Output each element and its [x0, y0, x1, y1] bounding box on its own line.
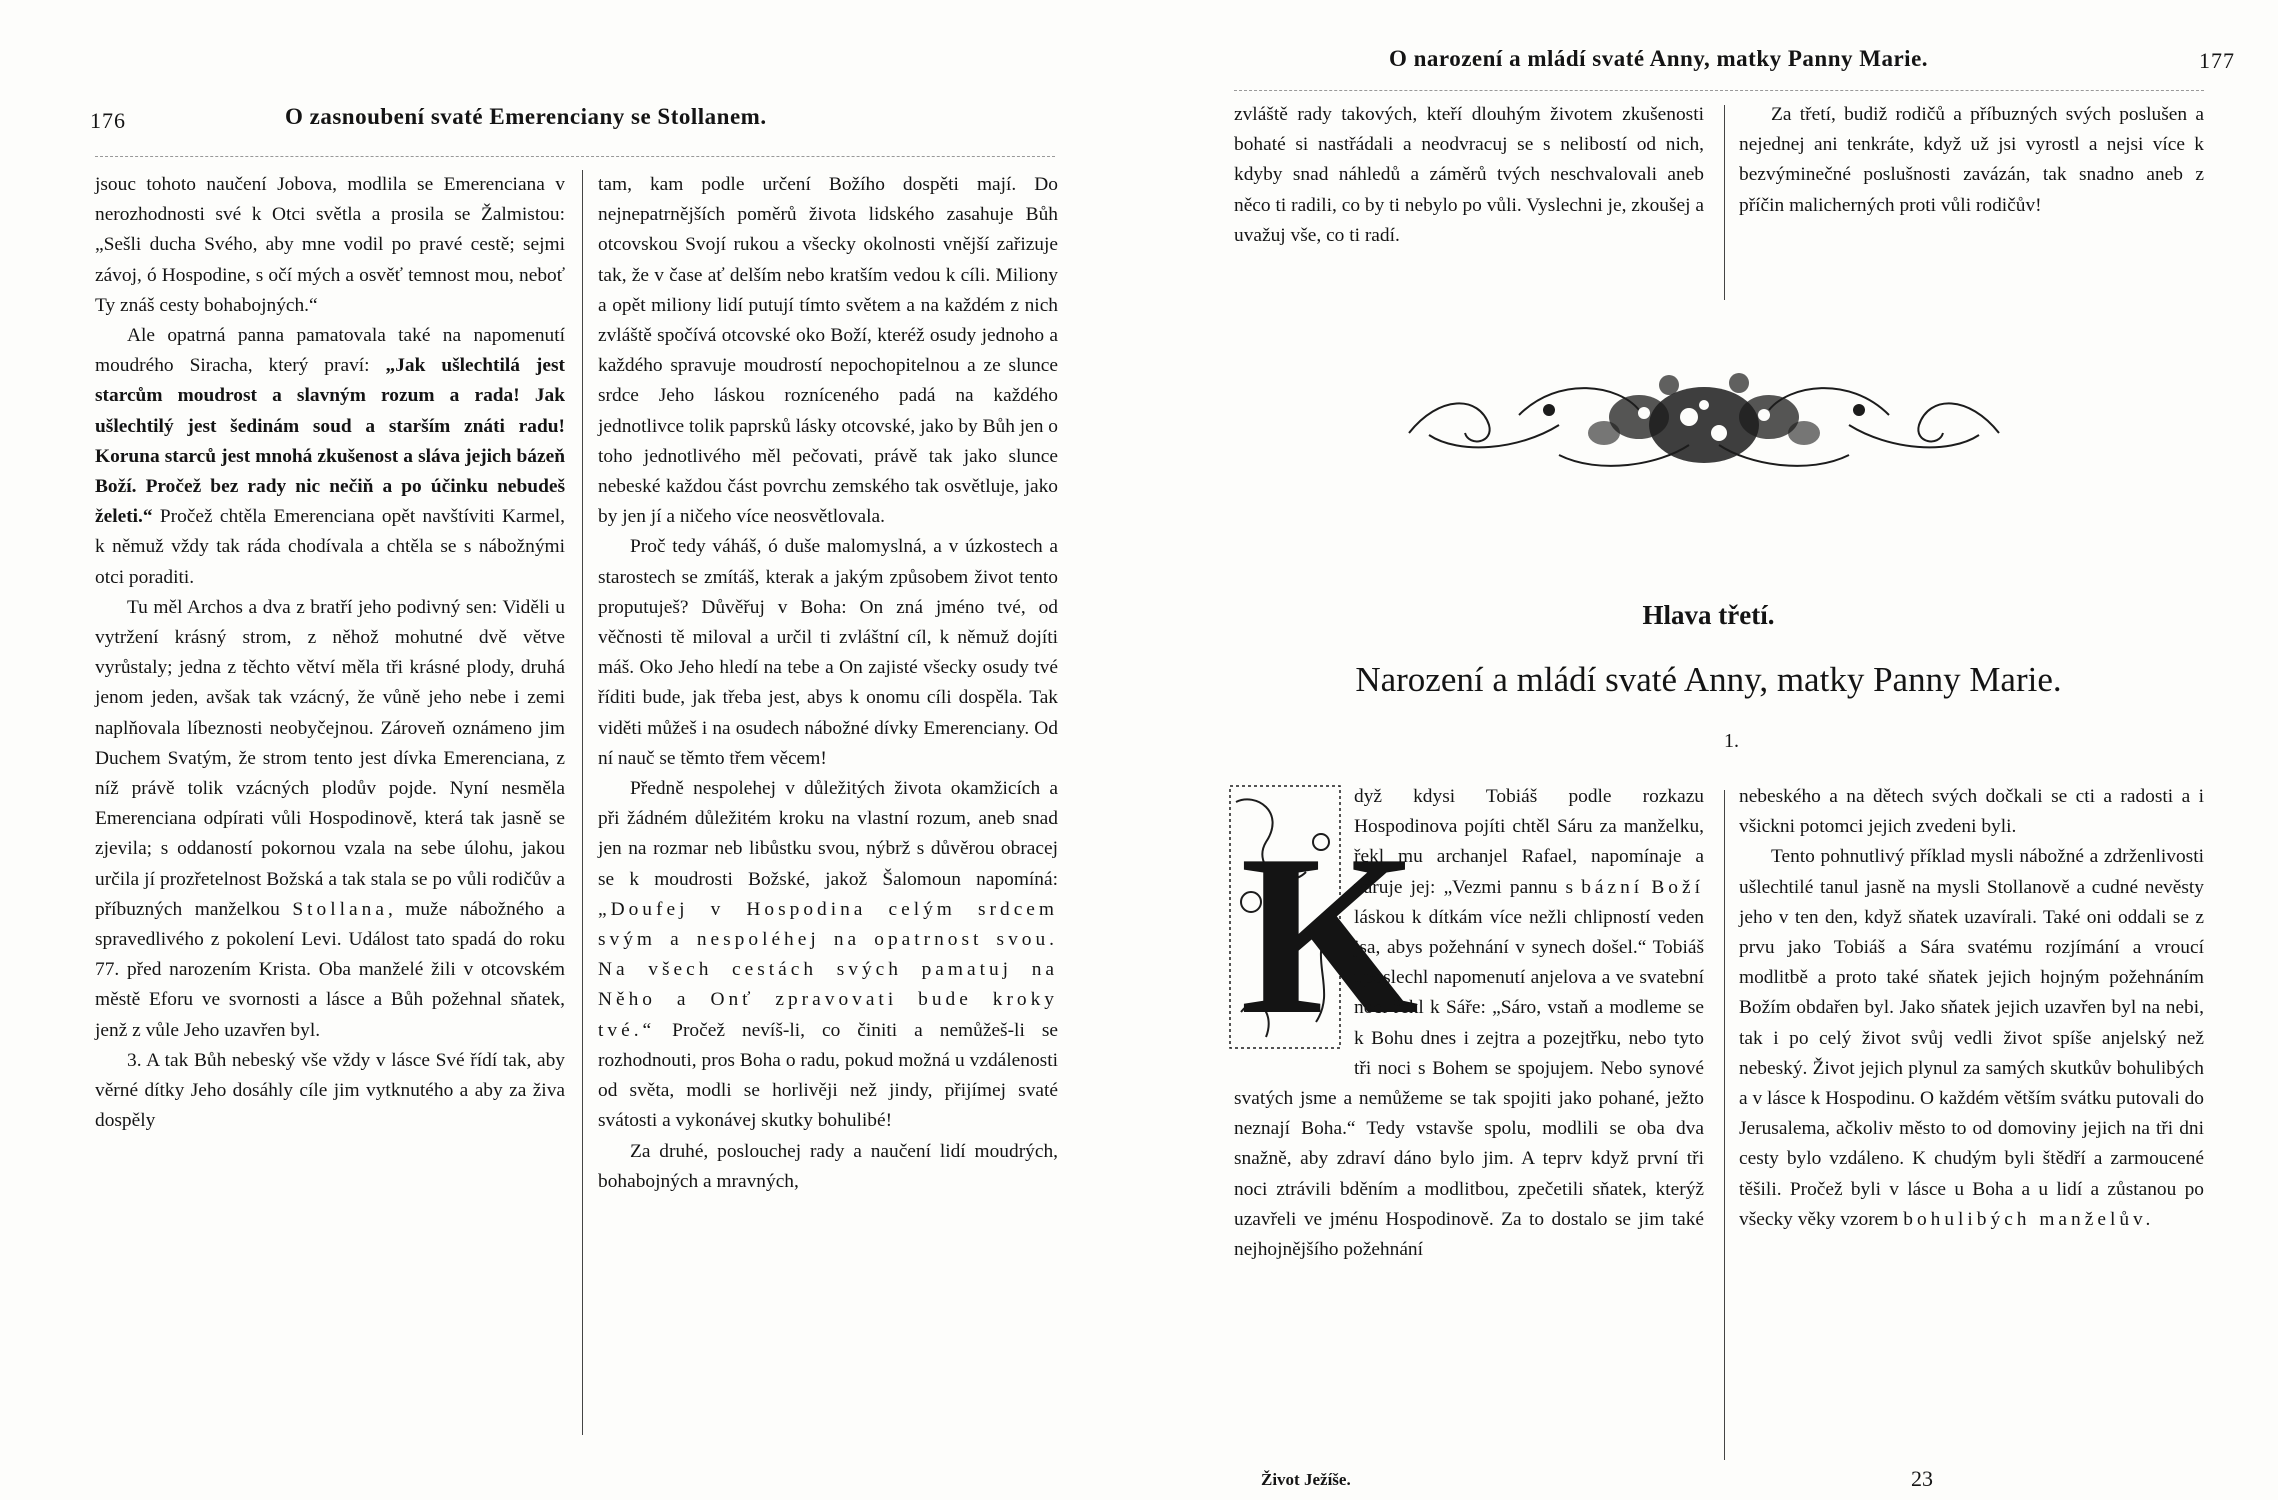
- column-rule: [1724, 790, 1725, 1460]
- paragraph: [1739, 842, 2204, 1235]
- text-run: dyž kdysi Tobiáš podle rozkazu Hospodinova pojíti chtěl Sáru za manželku, řekl mu archanjel Rafael, napomínaje a varuje jej: „Vezmi pannu s: [1354, 786, 1704, 898]
- text-column-body-right: [1739, 782, 2204, 1235]
- chapter-title: Narození a mládí svaté Anny, matky Panny Marie.: [1355, 660, 2062, 699]
- paragraph: [95, 321, 565, 593]
- text-run: Pročež nevíš-li, co činiti a nemůžeš-li se rozhodnouti, pros Boha o radu, pokud možná u vzdálenosti od světa, modli se horlivěji než jindy, přijímej svaté svátosti a vykonávej skutky bohulibé!: [598, 1019, 1058, 1132]
- paragraph: [95, 593, 565, 1046]
- bold-quote: „Jak ušlechtilá jest starcům moudrost a slavným rozum a rada! Jak ušlechtilý jest šedinám soud a starším znáti radu! Koruna starců jest mnohá zkušenost a sláva jejich bázeň Boží. Pročež bez rady nic nečiň a po účinku nebudeš želeti.“: [95, 355, 565, 528]
- paragraph: 3. A tak Bůh nebeský vše vždy v lásce Své řídí tak, aby věrné dítky Jeho dosáhly cíle jim vytknutého a aby za živa dospěly: [95, 1049, 565, 1132]
- paragraph: nebeského a na dětech svých dočkali se cti a radosti a i všickni potomci jejich zvedeni byli.: [1739, 786, 2204, 838]
- paragraph: jsouc tohoto naučení Jobova, modlila se Emerenciana v nerozhodnosti své k Otci světla a prosila se Žalmistou: „Sešli ducha Svého, aby mne vodil po pravé cestě; sejmi závoj, ó Hospodine, s očí mých a osvěť temnost mou, neboť Ty znáš cesty bohabojných.“: [95, 174, 565, 316]
- paragraph: Za třetí, budiž rodičů a příbuzných svých poslušen a nejednej ani tenkráte, když už jsi vyrostl a nejsi více k bezvýminečné poslušnosti zavázán, tak snadno aneb z příčin malicherných proti vůli rodičův!: [1739, 104, 2204, 216]
- header-rule: [95, 156, 1055, 157]
- section-number: 1.: [1724, 730, 1739, 752]
- paragraph: tam, kam podle určení Božího dospěti mají. Do nejnepatrnějších poměrů života lidského zasahuje Bůh otcovskou Svojí rukou a všecky okolnosti vnější zařizuje tak, že v čase ať delším nebo kratším vedou k cíli. Miliony a opět miliony lidí putují tímto světem a na každém z nich zvláště spočívá otcovské oko Boží, kteréž osudy jednoho a každého spravuje moudrostí nepochopitelnou a ze slunce srdce Jeho láskou rozníceného padá na každého jednotlivce tolik paprsků lásky otcovské, jako by Bůh jen o toho jednotlivého měl pečovati, právě tak jako slunce nebeské každou část povrchu zemského tak osvětluje, jako by jen jí a ničeho více neosvětlovala.: [598, 174, 1058, 528]
- dropcap-initial: [1226, 782, 1419, 1062]
- column-rule: [582, 170, 583, 1435]
- page-number: 177: [2199, 48, 2235, 73]
- floral-ornament: [1399, 355, 2009, 485]
- column-rule: [1724, 105, 1725, 300]
- text-column-right: [598, 170, 1058, 1197]
- signature-number: 23: [1911, 1466, 1933, 1491]
- spaced-word: bázní: [1581, 876, 1644, 898]
- text-column-left: [95, 170, 565, 1137]
- text-run: Tu měl Archos a dva z bratří jeho podivný sen: Viděli u vytržení krásný strom, z něhož mohutné dvě větve vyrůstaly; jedna z těchto větví měla tři krásné plody, druhá jenom jeden, avšak tak vzácný, že vůně jeho nebe i zemi naplňovala líbeznosti neobyčejnou. Zároveň oznámeno jim Duchem Svatým, že strom tento jest dívka Emerenciana, z níž právě tolik vzácných plodův pojde. Nyní nesměla Emerenciana odpírati vůli Hospodinově, která tak jasně se zjevila; s oddaností pokornou vzala na sebe úlohu, jakou určila jí prozřetelnost Božská a tak stala se po vůli rodičův a příbuzných manželkou: [95, 596, 565, 920]
- page-number: 176: [90, 108, 126, 133]
- text-run: Pročež chtěla Emerenciana opět navštíviti Karmel, k němuž vždy tak ráda chodívala a chtěla se s nábožnými otci poraditi.: [95, 506, 565, 588]
- text-column-top-left: [1234, 100, 1704, 251]
- text-run: Tento pohnutlivý příklad mysli nábožné a zdrženlivosti ušlechtilé tanul jasně na mysli Stollanově a cudné nevěsty jeho v ten den, když sňatek uzavírali. Také oni oddali se z prvu jako Tobiáš a Sára svatému rozjímání a vroucí modlitbě a proto také sňatek jejich hojným požehnáním Božím obdařen byl. Jako sňatek jejich uzavřen byl na nebi, tak i po celý život svůj vedli život spíše anjelský než nebeský. Život jejich plynul za samých skutkův bohulibých a v lásce k Hospodinu. O každém větším svátku putovali do Jerusalema, ačkoliv město to od domoviny jejich na tři dni cesty bylo vzdáleno. K chudým byli štědří a zarmoucené těšili. Pročež byli v lásce u Boha a u lidí a zůstanou po všecky věky vzorem: [1739, 846, 2204, 1230]
- text-column-body-left: [1234, 782, 1704, 1265]
- spaced-phrase: bohulibých manželův.: [1903, 1208, 2155, 1230]
- paragraph: [598, 774, 1058, 1136]
- footer-signature: Život Ježíše.: [1261, 1470, 1351, 1489]
- dropcap-letter: K: [1240, 807, 1419, 1062]
- chapter-label: Hlava třetí.: [1642, 600, 1775, 630]
- spaced-name: Stollana: [292, 898, 388, 920]
- text-column-top-right: [1739, 100, 2204, 221]
- paragraph: zvláště rady takových, kteří dlouhým životem zkušenosti bohaté si nastřádali a neodvracuj se s nelibostí od nich, kdyby snad náhledů a záměrů tvých neschvalovali aneb něco ti radili, co by ti nebylo po vůli. Vyslechni je, zkoušej a uvažuj vše, co ti radí.: [1234, 104, 1704, 246]
- text-run: Předně nespolehej v důležitých života okamžicích a při žádném důležitém kroku na vlastní rozum, aneb snad jen na rozmar neb libůstku svou, nýbrž s důvěrou obracej se k moudrosti Božské, jakož Šalomoun napomíná:: [598, 778, 1058, 890]
- header-rule: [1234, 90, 2204, 91]
- running-head: O narození a mládí svaté Anny, matky Panny Marie.: [1389, 46, 1929, 71]
- right-page: [1139, 0, 2278, 1500]
- paragraph: Proč tedy váháš, ó duše malomyslná, a v úzkostech a starostech se zmítáš, kterak a jakým způsobem život tento proputuješ? Důvěřuj v Boha: On zná jméno tvé, od věčnosti tě miloval a určil ti zvláštní cíl, k němuž dojíti máš. Oko Jeho hledí na tebe a On zajisté všecky osudy tvé říditi bude, jak třeba jest, abys k onomu cíli dospěla. Tak viděti můžeš i na osudech nábožné dívky Emerenciany. Od ní nauč se těmto třem věcem!: [598, 536, 1058, 769]
- text-run: Ale opatrná panna pamatovala také na napomenutí moudrého Siracha, který praví:: [95, 325, 565, 377]
- spaced-word: Boží: [1651, 876, 1704, 898]
- running-head: O zasnoubení svaté Emerenciany se Stollanem.: [285, 104, 767, 129]
- text-run: láskou k dítkám více nežli chlipností veden jsa, abys požehnání v synech došel.“ Tobiáš uposlechl napomenutí anjelova a ve svatební noci řekl k Sáře: „Sáro, vstaň a modleme se k Bohu dnes i zejtra a pozejtřku, nebo tyto tři noci s Bohem se spojujem. Nebo synové svatých jsme a nemůžeme se tak spojiti jako pohané, ježto neznají Boha.“ Tedy vstavše spolu, modlili se oba dva snažně, aby zdraví dáno bylo jim. A teprv když první tři noci ztrávili bděním a modlitbou, zpečetili sňatek, kterýž uzavřeli ve jménu Hospodinově. Za to dostalo se jim také nejhojnějšího požehnání: [1234, 906, 1704, 1261]
- spaced-quote: „Doufej v Hospodina celým srdcem svým a nespoléhej na opatrnost svou. Na všech cestách svých pamatuj na Něho a Onť zpravovati bude kroky tvé.“: [598, 898, 1058, 1041]
- text-run: , muže nábožného a spravedlivého z pokolení Levi. Událost tato spadá do roku 77. před narozením Krista. Oba manželé žili v otcovském městě Eforu ve svornosti a lásce a Bůh požehnal sňatek, jenž z vůle Jeho uzavřen byl.: [95, 898, 565, 1041]
- paragraph: Za druhé, poslouchej rady a naučení lidí moudrých, bohabojných a mravných,: [598, 1140, 1058, 1192]
